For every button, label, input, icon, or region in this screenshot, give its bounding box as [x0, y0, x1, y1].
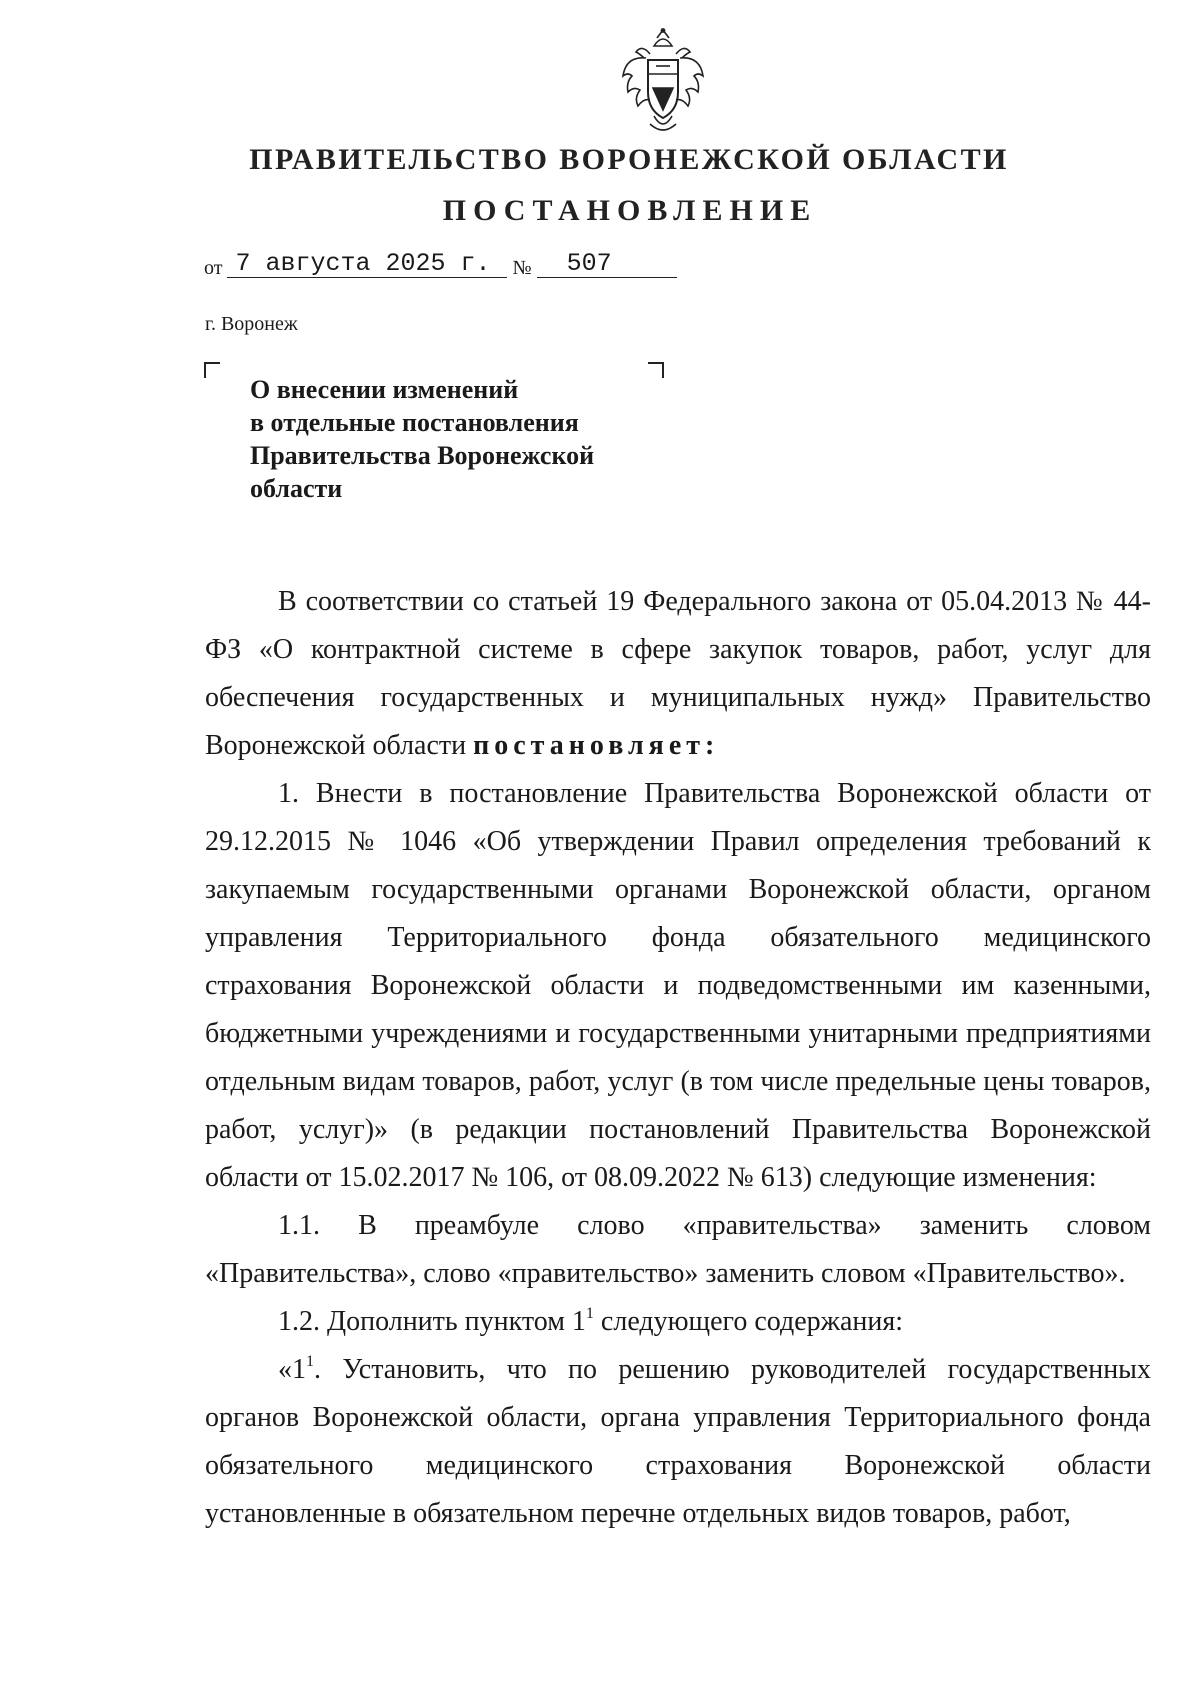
- clause-1-paragraph: 1. Внести в постановление Правительства Воронежской области от 29.12.2015 № 1046 «Об утверждении Правил определения требований к закупаемым государственными органами Воронежской области, органом управления Территориального фонда обязательного медицинского страхования Воронежской области и подведомственными им казенными, бюджетными учреждениями и государственными унитарными предприятиями отдельным видам товаров, работ, услуг (в том числе предельные цены товаров, работ, услуг)» (в редакции постановлений Правительства Воронежской области от 15.02.2017 № 106, от 08.09.2022 № 613) следующие изменения:: [205, 778, 1151, 1193]
- resolves-word: постановляет:: [473, 730, 720, 761]
- organization-title: ПРАВИТЕЛЬСТВО ВОРОНЕЖСКОЙ ОБЛАСТИ: [249, 143, 1009, 176]
- new-clause-paragraph: [205, 1346, 1151, 1538]
- new-clause-text: . Установить, что по решению руководителей государственных органов Воронежской области, органа управления Территориального фонда обязательного медицинского страхования Воронежской области установленные в обязательном перечне отдельных видов товаров, работ,: [205, 1354, 1151, 1529]
- subject-line: области: [250, 474, 343, 503]
- number-prefix: №: [512, 257, 532, 279]
- subject-line: Правительства Воронежской: [250, 441, 595, 470]
- new-clause-number: «1: [278, 1354, 306, 1385]
- subject-line: О внесении изменений: [250, 375, 519, 404]
- clause-1-2-paragraph: [205, 1298, 1151, 1346]
- document-date: 7 августа 2025 г.: [227, 250, 507, 278]
- subject-bracket-right: [648, 362, 664, 378]
- superscript: 1: [306, 1353, 314, 1370]
- subject-line: в отдельные постановления: [250, 408, 579, 437]
- coat-of-arms-icon: [620, 28, 706, 136]
- city: г. Воронеж: [205, 313, 298, 335]
- document-subject: [250, 373, 594, 505]
- clause-1-1-paragraph: 1.1. В преамбуле слово «правительства» заменить словом «Правительства», слово «правительство» заменить словом «Правительство».: [205, 1210, 1151, 1289]
- subject-bracket-left: [204, 362, 220, 378]
- date-number-line: [204, 249, 677, 282]
- date-prefix: от: [204, 257, 223, 279]
- superscript: 1: [585, 1305, 594, 1322]
- document-number: 507: [537, 250, 677, 278]
- preamble-text: В соответствии со статьей 19 Федерального закона от 05.04.2013 № 44-ФЗ «О контрактной системе в сфере закупок товаров, работ, услуг для обеспечения государственных и муниципальных нужд» Правительство Воронежской области: [205, 586, 1151, 761]
- preamble-paragraph: [205, 578, 1151, 770]
- document-type-title: ПОСТАНОВЛЕНИЕ: [442, 194, 818, 227]
- clause-1-2-text: 1.2. Дополнить пунктом 1: [278, 1306, 586, 1337]
- document-body: [205, 578, 1151, 1538]
- clause-1-2-text-end: следующего содержания:: [593, 1306, 904, 1337]
